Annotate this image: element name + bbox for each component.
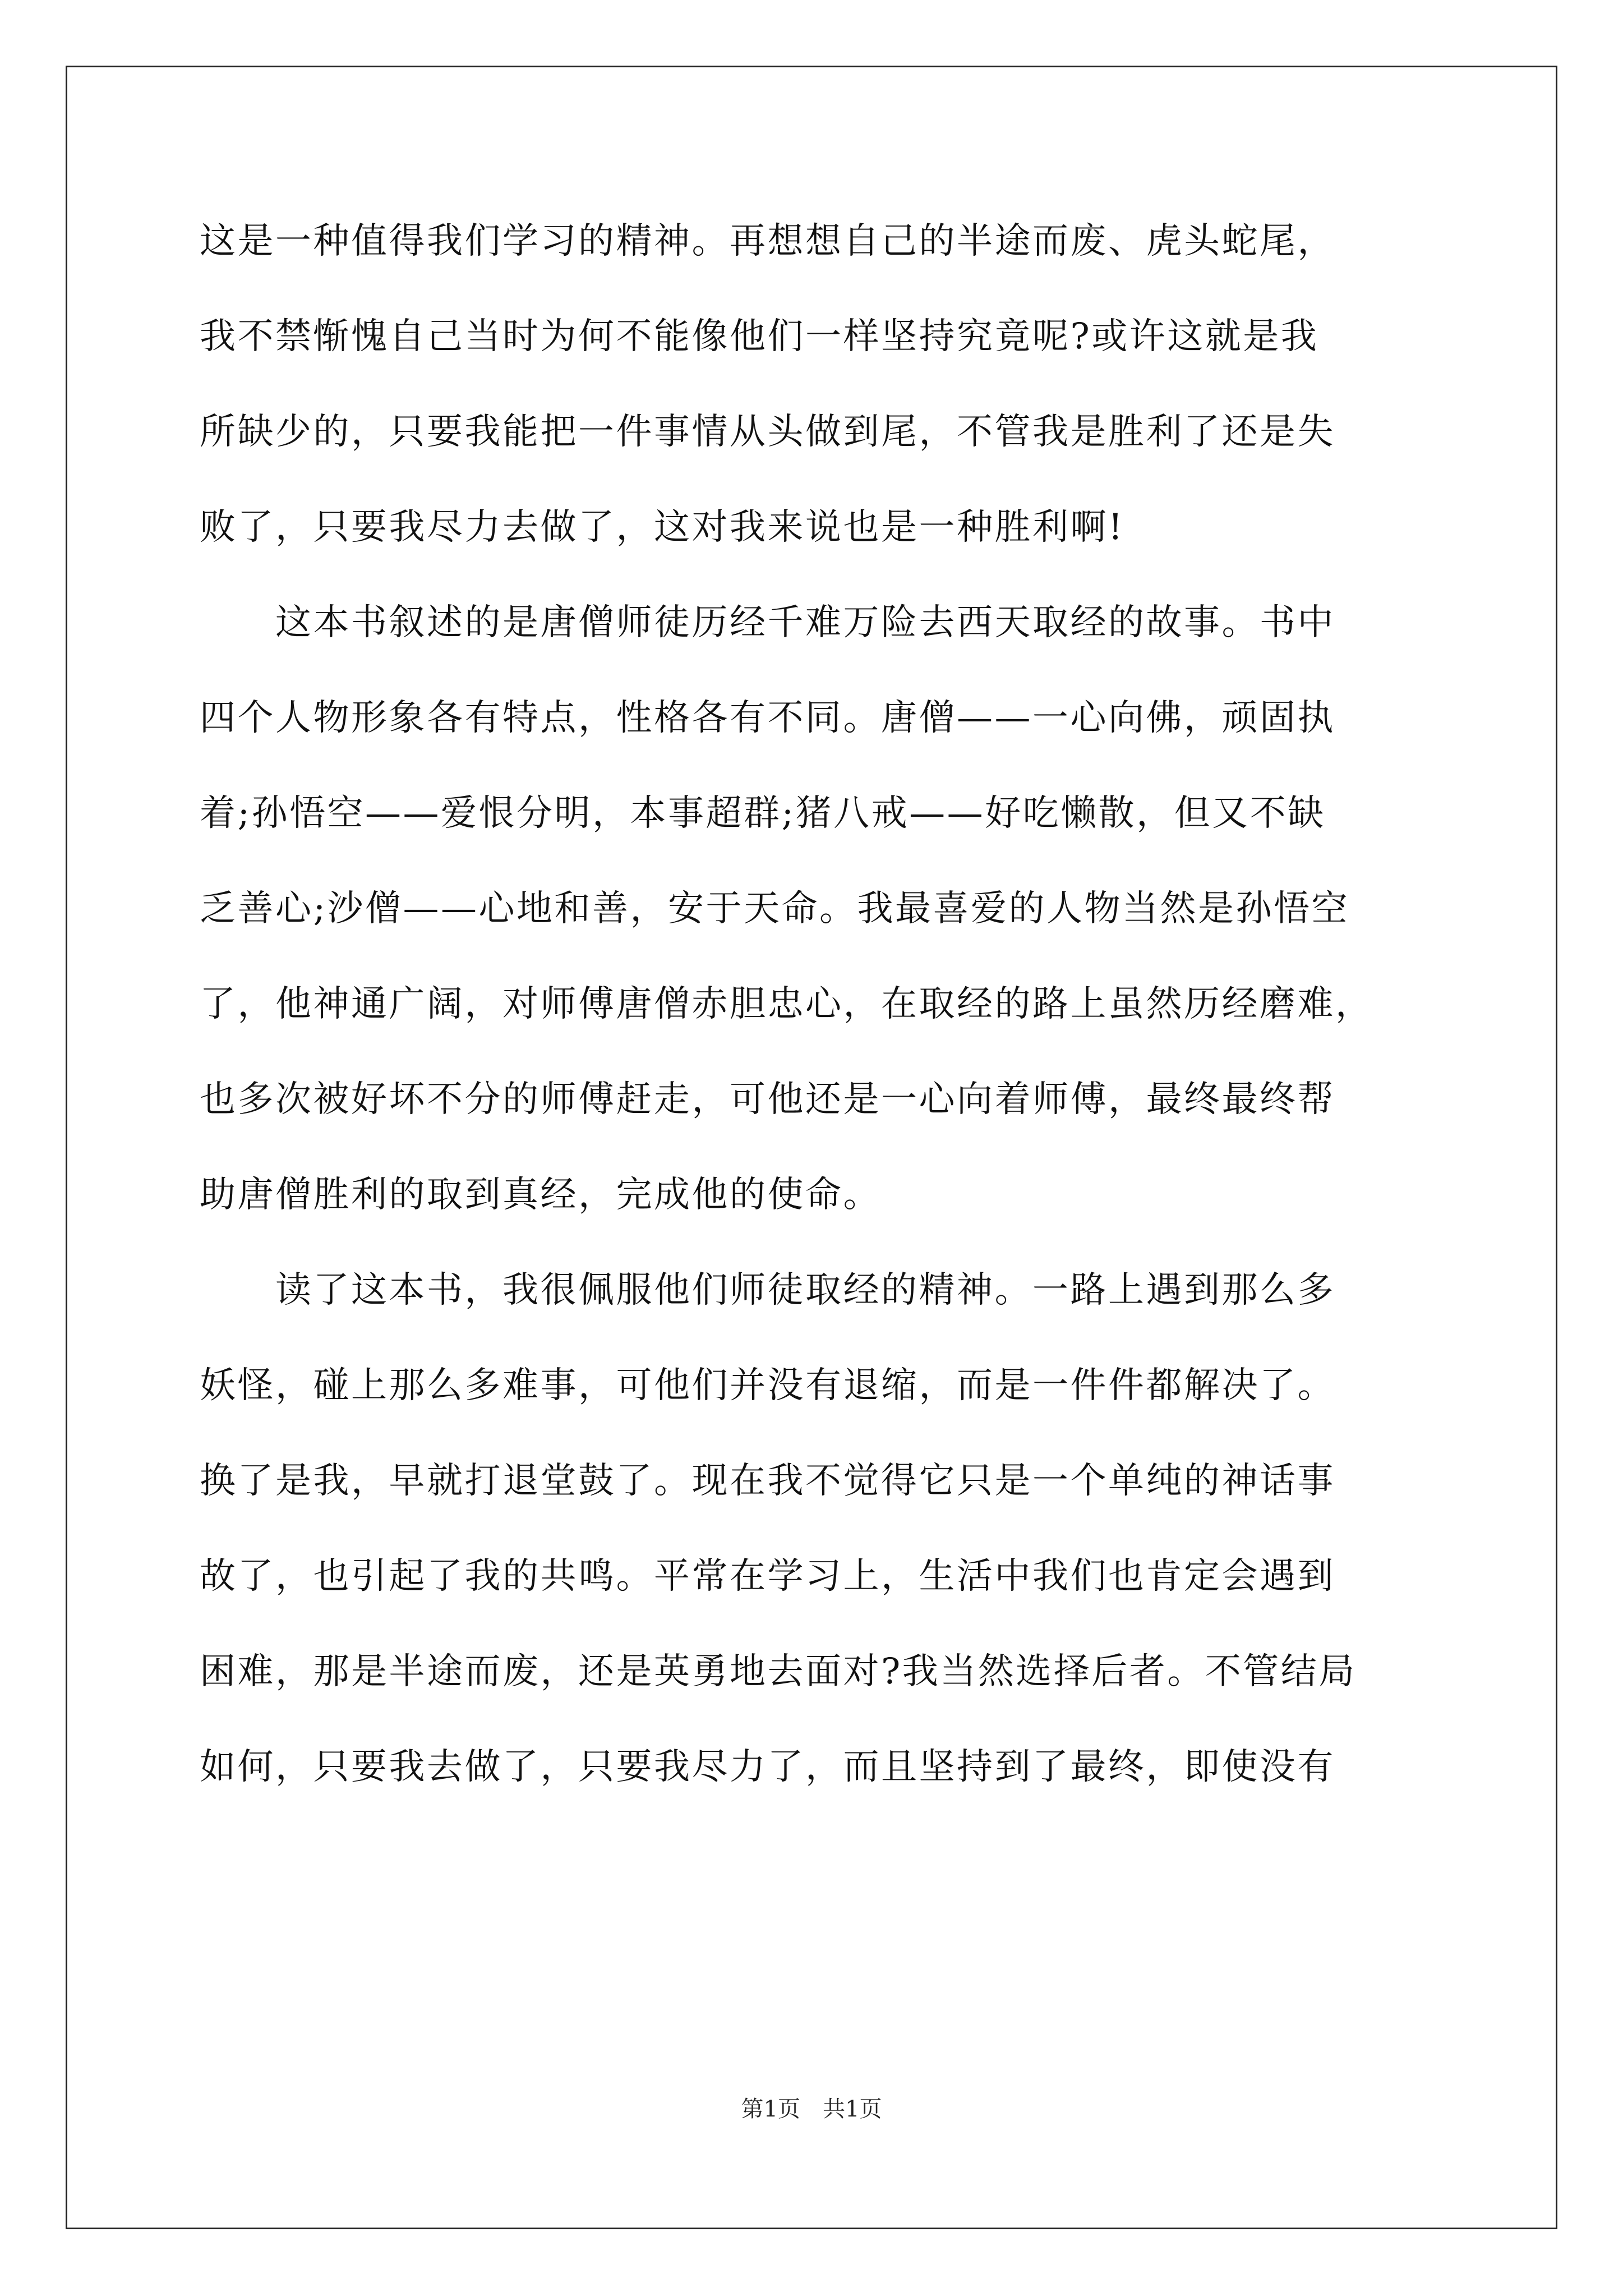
text-line-13: 妖怪，碰上那么多难事，可他们并没有退缩，而是一件件都解决了。 (200, 1365, 1335, 1406)
text-line-2: 我不禁惭愧自己当时为何不能像他们一样坚持究竟呢?或许这就是我 (200, 316, 1319, 357)
text-line-15: 故了，也引起了我的共鸣。平常在学习上，生活中我们也肯定会遇到 (200, 1556, 1335, 1597)
text-line-17: 如何，只要我去做了，只要我尽力了，而且坚持到了最终，即使没有 (200, 1746, 1335, 1788)
text-line-8: 乏善心;沙僧——心地和善，安于天命。我最喜爱的人物当然是孙悟空 (200, 888, 1350, 930)
text-line-10: 也多次被好坏不分的师傅赶走，可他还是一心向着师傅，最终最终帮 (200, 1079, 1335, 1120)
text-line-12: 读了这本书，我很佩服他们师徒取经的精神。一路上遇到那么多 (200, 1269, 1335, 1311)
text-line-14: 换了是我，早就打退堂鼓了。现在我不觉得它只是一个单纯的神话事 (200, 1460, 1335, 1502)
text-line-16: 困难，那是半途而废，还是英勇地去面对?我当然选择后者。不管结局 (200, 1651, 1357, 1692)
text-line-1: 这是一种值得我们学习的精神。再想想自己的半途而废、虎头蛇尾， (200, 220, 1335, 262)
text-line-11: 助唐僧胜利的取到真经，完成他的使命。 (200, 1174, 881, 1216)
text-line-7: 着;孙悟空——爱恨分明，本事超群;猪八戒——好吃懒散，但又不缺 (200, 793, 1326, 834)
text-line-6: 四个人物形象各有特点，性格各有不同。唐僧——一心向佛，顽固执 (200, 697, 1335, 739)
page-number-footer: 第1页 共1页 (741, 2096, 882, 2122)
page-frame (66, 66, 1557, 2229)
text-line-5: 这本书叙述的是唐僧师徒历经千难万险去西天取经的故事。书中 (200, 602, 1335, 643)
text-line-3: 所缺少的，只要我能把一件事情从头做到尾，不管我是胜利了还是失 (200, 411, 1335, 453)
text-line-4: 败了，只要我尽力去做了，这对我来说也是一种胜利啊! (200, 507, 1125, 548)
text-line-9: 了，他神通广阔，对师傅唐僧赤胆忠心，在取经的路上虽然历经磨难， (200, 983, 1373, 1025)
